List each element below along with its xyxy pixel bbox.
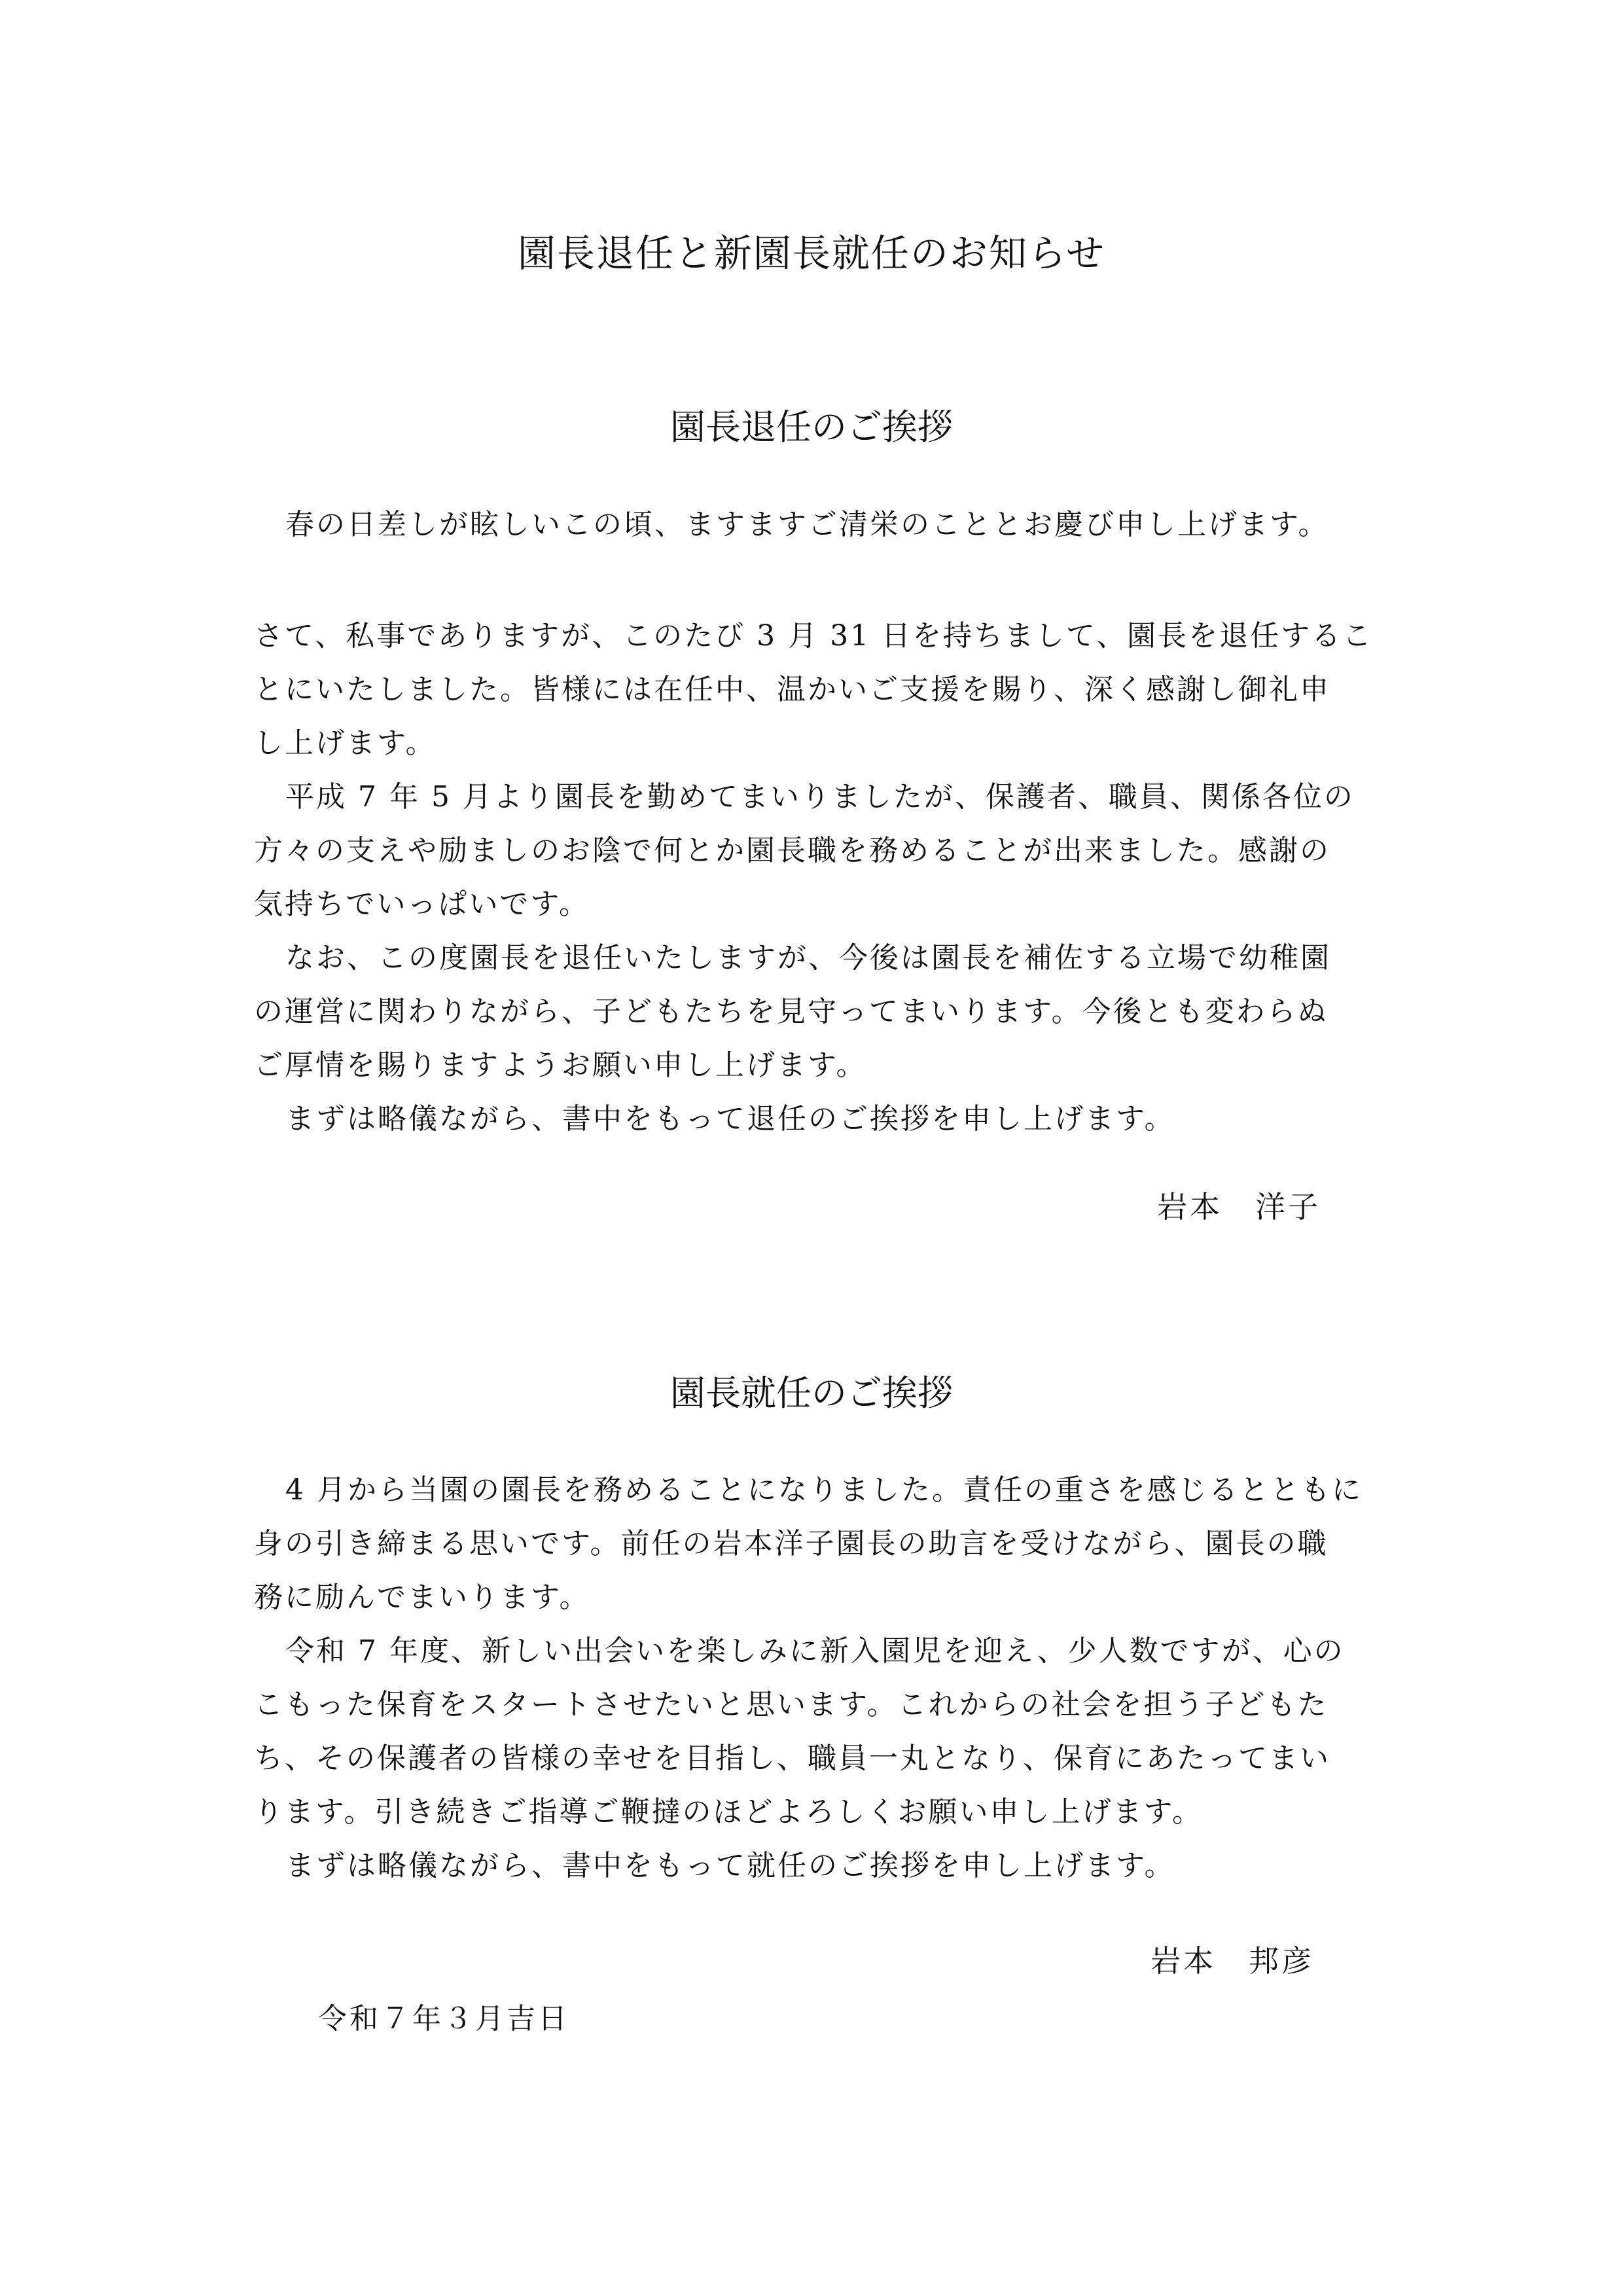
- appointment-heading: 園長就任のご挨拶: [670, 1372, 953, 1414]
- document-date: 令和７年３月吉日: [318, 2002, 569, 2036]
- appointment-line: こもった保育をスタートさせたいと思います。これからの社会を担う子どもた: [254, 1688, 1329, 1721]
- retirement-signature: 岩本 洋子: [1157, 1189, 1321, 1225]
- retirement-greeting: 春の日差しが眩しいこの頃、ますますご清栄のこととお慶び申し上げます。: [285, 508, 1329, 541]
- document-title: 園長退任と新園長就任のお知らせ: [517, 231, 1106, 276]
- appointment-signature: 岩本 邦彦: [1150, 1943, 1314, 1979]
- appointment-line: 4 月から当園の園長を務めることになりました。責任の重さを感じるとともに: [285, 1473, 1363, 1507]
- retirement-line: の運営に関わりながら、子どもたちを見守ってまいります。今後とも変わらぬ: [254, 995, 1329, 1028]
- appointment-line: ち、その保護者の皆様の幸せを目指し、職員一丸となり、保育にあたってまい: [254, 1742, 1330, 1775]
- retirement-line: さて、私事でありますが、このたび 3 月 31 日を持ちまして、園長を退任するこ: [254, 619, 1374, 653]
- retirement-line: とにいたしました。皆様には在任中、温かいご支援を賜り、深く感謝し御礼申: [254, 673, 1330, 706]
- retirement-line: 方々の支えや励ましのお陰で何とか園長職を務めることが出来ました。感謝の: [254, 834, 1330, 867]
- retirement-line: なお、この度園長を退任いたしますが、今後は園長を補佐する立場で幼稚園: [285, 941, 1331, 975]
- retirement-heading: 園長退任のご挨拶: [670, 406, 953, 448]
- retirement-line: まずは略儀ながら、書中をもって退任のご挨拶を申し上げます。: [285, 1102, 1175, 1136]
- appointment-line: 務に励んでまいります。: [254, 1581, 590, 1614]
- appointment-line: 令和 7 年度、新しい出会いを楽しみに新入園児を迎え、少人数ですが、心の: [285, 1634, 1345, 1668]
- appointment-line: まずは略儀ながら、書中をもって就任のご挨拶を申し上げます。: [285, 1849, 1175, 1882]
- retirement-line: ご厚情を賜りますようお願い申し上げます。: [254, 1049, 867, 1082]
- retirement-line: 平成 7 年 5 月より園長を勤めてまいりましたが、保護者、職員、関係各位の: [285, 780, 1355, 814]
- appointment-line: ります。引き続きご指導ご鞭撻のほどよろしくお願い申し上げます。: [254, 1795, 1203, 1829]
- retirement-line: し上げます。: [254, 726, 437, 760]
- retirement-line: 気持ちでいっぱいです。: [254, 888, 590, 921]
- appointment-line: 身の引き締まる思いです。前任の岩本洋子園長の助言を受けながら、園長の職: [254, 1527, 1329, 1560]
